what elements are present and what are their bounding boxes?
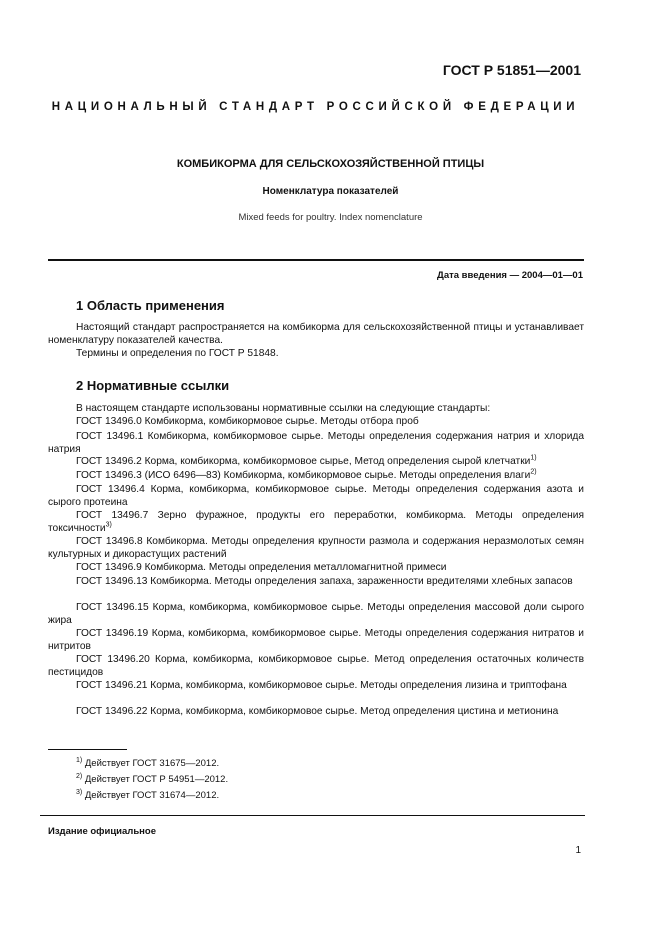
- gost-code: ГОСТ Р 51851—2001: [442, 62, 581, 78]
- introduction-date: Дата введения — 2004—01—01: [437, 270, 583, 281]
- english-title: Mixed feeds for poultry. Index nomenclature: [238, 212, 423, 223]
- reference-item: ГОСТ 13496.2 Корма, комбикорма, комбикормовое сырье, Метод определения сырой клетчатки$^{1)}$: [76, 454, 537, 467]
- section-2-title: 2 Нормативные ссылки: [76, 378, 230, 393]
- reference-item: ГОСТ 13496.13 Комбикорма. Методы определения запаха, зараженности вредителями хлебных запасов: [76, 576, 573, 587]
- reference-item: ГОСТ 13496.21 Корма, комбикорма, комбикормовое сырье. Методы определения лизина и триптофана: [76, 680, 567, 691]
- document-title: КОМБИКОРМА ДЛЯ СЕЛЬСКОХОЗЯЙСТВЕННОЙ ПТИЦЫ: [176, 158, 485, 170]
- section-2-intro: В настоящем стандарте использованы нормативные ссылки на следующие стандарты:: [76, 403, 491, 414]
- footnote: $^{3)}$ Действует ГОСТ 31674—2012.: [76, 788, 220, 801]
- reference-item: ГОСТ 13496.1 Комбикорма, комбикормовое сырье. Методы определения содержания натрия и хлорида натрия: [48, 431, 584, 455]
- section-1-terms: Термины и определения по ГОСТ Р 51848.: [76, 348, 279, 359]
- footnote: $^{2)}$ Действует ГОСТ Р 54951—2012.: [76, 772, 229, 785]
- section-1-title: 1 Область применения: [76, 298, 225, 313]
- reference-item: ГОСТ 13496.9 Комбикорма. Методы определения металломагнитной примеси: [76, 562, 447, 573]
- section-1-paragraph: Настоящий стандарт распространяется на комбикорма для сельскохозяйственной птицы и устанавливает номенклатуру показателей качества.: [48, 322, 584, 346]
- official-edition-label: Издание официальное: [48, 826, 156, 837]
- reference-item: ГОСТ 13496.22 Корма, комбикорма, комбикормовое сырье. Метод определения цистина и метионина: [76, 706, 559, 717]
- header-divider: [48, 259, 584, 261]
- page-number: 1: [575, 845, 581, 856]
- reference-item: ГОСТ 13496.4 Корма, комбикорма, комбикормовое сырье. Методы определения содержания азота и сырого протеина: [48, 484, 584, 508]
- footer-divider: [40, 815, 585, 816]
- reference-item: ГОСТ 13496.0 Комбикорма, комбикормовое сырье. Методы отбора проб: [76, 416, 419, 427]
- footnote-marker: 3): [105, 521, 112, 529]
- reference-item: ГОСТ 13496.15 Корма, комбикорма, комбикормовое сырье. Методы определения массовой доли сырого жира: [48, 602, 584, 626]
- reference-item: ГОСТ 13496.3 (ИСО 6496—83) Комбикорма, комбикормовое сырье. Методы определения влаги$^{2)}$: [76, 468, 537, 481]
- footnote-marker: 2): [530, 468, 537, 476]
- document-subtitle: Номенклатура показателей: [262, 186, 399, 197]
- reference-item: ГОСТ 13496.7 Зерно фуражное, продукты его переработки, комбикорма. Методы определения токсичности$^{3)}$: [48, 510, 584, 534]
- footnote: $^{1)}$ Действует ГОСТ 31675—2012.: [76, 756, 220, 769]
- footnote-marker: 1): [530, 454, 537, 462]
- reference-item: ГОСТ 13496.20 Корма, комбикорма, комбикормовое сырье. Метод определения остаточных количеств пестицидов: [48, 654, 584, 678]
- national-standard-title: НАЦИОНАЛЬНЫЙ СТАНДАРТ РОССИЙСКОЙ ФЕДЕРАЦИИ: [51, 101, 580, 113]
- reference-item: ГОСТ 13496.19 Корма, комбикорма, комбикормовое сырье. Методы определения содержания нитратов и нитритов: [48, 628, 584, 652]
- reference-item: ГОСТ 13496.8 Комбикорма. Методы определения крупности размола и содержания неразмолотых семян культурных и дикорастущих растений: [48, 536, 584, 560]
- footnote-divider: [48, 749, 127, 750]
